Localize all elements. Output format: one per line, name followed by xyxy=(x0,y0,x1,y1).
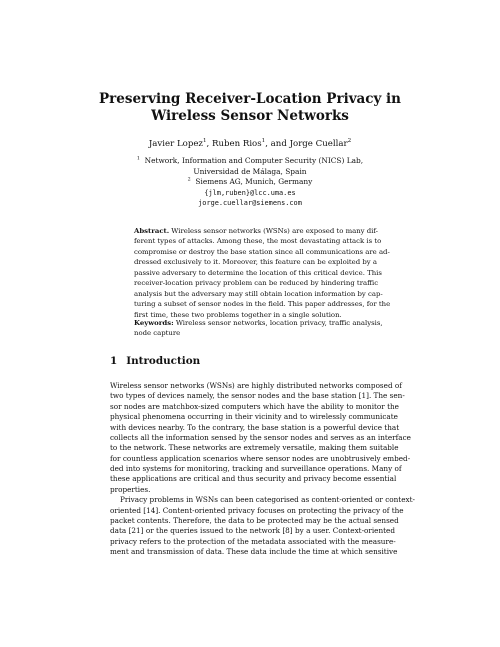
body-line: oriented [14]. Content-oriented privacy focuses on protecting the privacy of the xyxy=(110,505,404,515)
email-address: {jlm,ruben}@lcc.uma.es xyxy=(204,188,296,197)
body-line: these applications are critical and thus security and privacy become essential xyxy=(110,474,397,484)
abstract-line: compromise or destroy the base station since all communications are ad- xyxy=(134,247,390,256)
affiliation-1-university: Universidad de Málaga, Spain xyxy=(193,166,307,176)
body-line: physical phenomena occurring in their vicinity and to wirelessly communicate xyxy=(110,412,398,422)
body-line: with devices nearby. To the contrary, the base station is a powerful device that xyxy=(110,422,400,432)
section-number: 1 xyxy=(110,355,118,367)
affiliation-1 xyxy=(60,156,440,167)
abstract-line: analysis but the adversary may still obtain location information by cap- xyxy=(134,289,383,298)
body-line: to the network. These networks are extremely versatile, making them suitable xyxy=(110,443,399,453)
affiliation-text: Network, Information and Computer Security (NICS) Lab, xyxy=(144,156,364,165)
body-line: ment and transmission of data. These data include the time at which sensitive xyxy=(110,547,398,556)
abstract-line: ferent types of attacks. Among these, the most devastating attack is to xyxy=(134,237,382,246)
author-separator: , xyxy=(206,139,212,149)
affiliation-text: Siemens AG, Munich, Germany xyxy=(195,177,313,187)
abstract xyxy=(134,226,391,320)
body-line: sor nodes are matchbox-sized computers which have the ability to monitor the xyxy=(110,401,399,411)
author-separator: , and xyxy=(265,139,290,149)
body-line: Wireless sensor networks (WSNs) are highly distributed networks composed of xyxy=(110,381,402,390)
body-line: ded into systems for monitoring, tracking and surveillance operations. Many of xyxy=(110,464,402,473)
body-line: Privacy problems in WSNs can been categorised as content-oriented or context- xyxy=(120,495,415,505)
paper-title xyxy=(60,91,440,125)
body-line: privacy refers to the protection of the metadata associated with the measure- xyxy=(110,536,396,546)
affiliation-mark: 1 xyxy=(136,156,140,162)
author-name: Jorge Cuellar xyxy=(289,139,348,149)
abstract-line: first time, these two problems together in a single solution. xyxy=(134,310,342,319)
author-affiliation-mark: 1 xyxy=(202,138,207,145)
title-line-2: Wireless Sensor Networks xyxy=(151,108,349,124)
affiliation-2 xyxy=(60,177,440,188)
keywords xyxy=(134,318,383,339)
author-affiliation-mark: 2 xyxy=(347,138,352,145)
body-line: for countless application scenarios where sensor nodes are unobtrusively embed- xyxy=(110,453,411,463)
author-name: Ruben Rios xyxy=(211,139,262,149)
section-heading xyxy=(110,355,200,367)
body-text xyxy=(110,381,415,557)
author-list xyxy=(60,139,440,150)
abstract-line: dressed exclusively to it. Moreover, this feature can be exploited by a xyxy=(134,258,377,267)
email-address: jorge.cuellar@siemens.com xyxy=(198,199,302,208)
body-line: packet contents. Therefore, the data to be protected may be the actual sensed xyxy=(110,515,399,525)
title-line-1: Preserving Receiver-Location Privacy in xyxy=(98,91,402,107)
keywords-line: node capture xyxy=(134,329,181,338)
body-line: collects all the information sensed by the sensor nodes and serves as an interface xyxy=(110,432,411,442)
body-line: properties. xyxy=(110,484,151,494)
abstract-line: turing a subset of sensor nodes in the field. This paper addresses, for the xyxy=(134,300,391,309)
author-affiliation-mark: 1 xyxy=(261,138,266,145)
affiliations xyxy=(60,156,440,209)
abstract-line: Abstract. Wireless sensor networks (WSNs) are exposed to many dif- xyxy=(134,227,378,235)
abstract-line: passive adversary to determine the location of this critical device. This xyxy=(134,268,382,277)
keywords-heading: Keywords: xyxy=(134,319,174,327)
section-title: Introduction xyxy=(126,355,201,367)
affiliation-mark: 2 xyxy=(187,177,191,183)
keywords-line: Keywords: Wireless sensor networks, location privacy, traffic analysis, xyxy=(134,319,383,327)
abstract-heading: Abstract. xyxy=(134,227,170,235)
abstract-line: receiver-location privacy problem can be reduced by hindering traffic xyxy=(134,279,379,288)
author-name: Javier Lopez xyxy=(148,139,203,149)
body-line: data [21] or the queries issued to the network [8] by a user. Context-oriented xyxy=(110,526,395,536)
body-line: two types of devices namely, the sensor nodes and the base station [1]. The sen- xyxy=(110,391,405,401)
